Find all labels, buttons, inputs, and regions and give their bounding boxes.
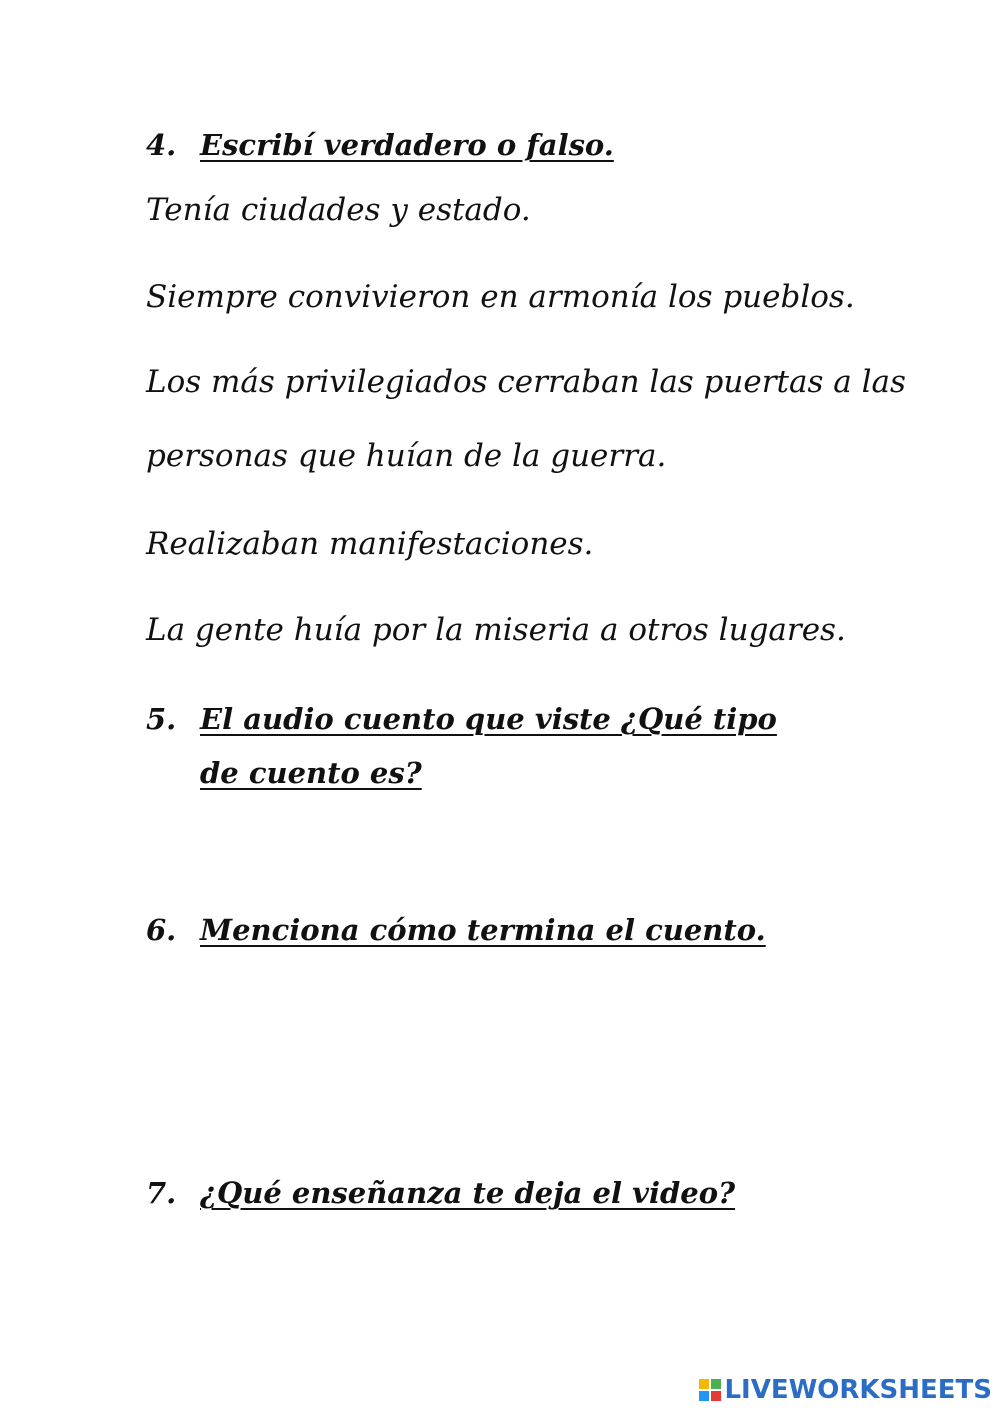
question-4 <box>146 118 614 172</box>
statement: Tenía ciudades y estado. <box>146 192 531 228</box>
question-text: Escribí verdadero o falso. <box>200 128 614 162</box>
question-number: 7. <box>146 1176 177 1210</box>
statement: Realizaban manifestaciones. <box>146 526 594 562</box>
statement: Siempre convivieron en armonía los pueblos. <box>146 279 855 315</box>
question-text: ¿Qué enseñanza te deja el video? <box>200 1176 736 1210</box>
question-text: Menciona cómo termina el cuento. <box>200 913 766 947</box>
statement: La gente huía por la miseria a otros lugares. <box>146 612 846 648</box>
statement: Los más privilegiados cerraban las puertas a las <box>146 364 906 400</box>
question-number: 5. <box>146 702 177 736</box>
liveworksheets-watermark <box>699 1375 992 1405</box>
question-7 <box>146 1166 735 1220</box>
question-number: 4. <box>146 128 177 162</box>
statement: personas que huían de la guerra. <box>146 438 667 474</box>
question-number: 6. <box>146 913 177 947</box>
watermark-text: LIVEWORKSHEETS <box>724 1375 992 1405</box>
question-6 <box>146 903 766 957</box>
liveworksheets-logo-icon <box>699 1379 721 1401</box>
question-text: El audio cuento que viste ¿Qué tipo de cuento es? <box>200 702 777 790</box>
question-5 <box>146 692 806 800</box>
